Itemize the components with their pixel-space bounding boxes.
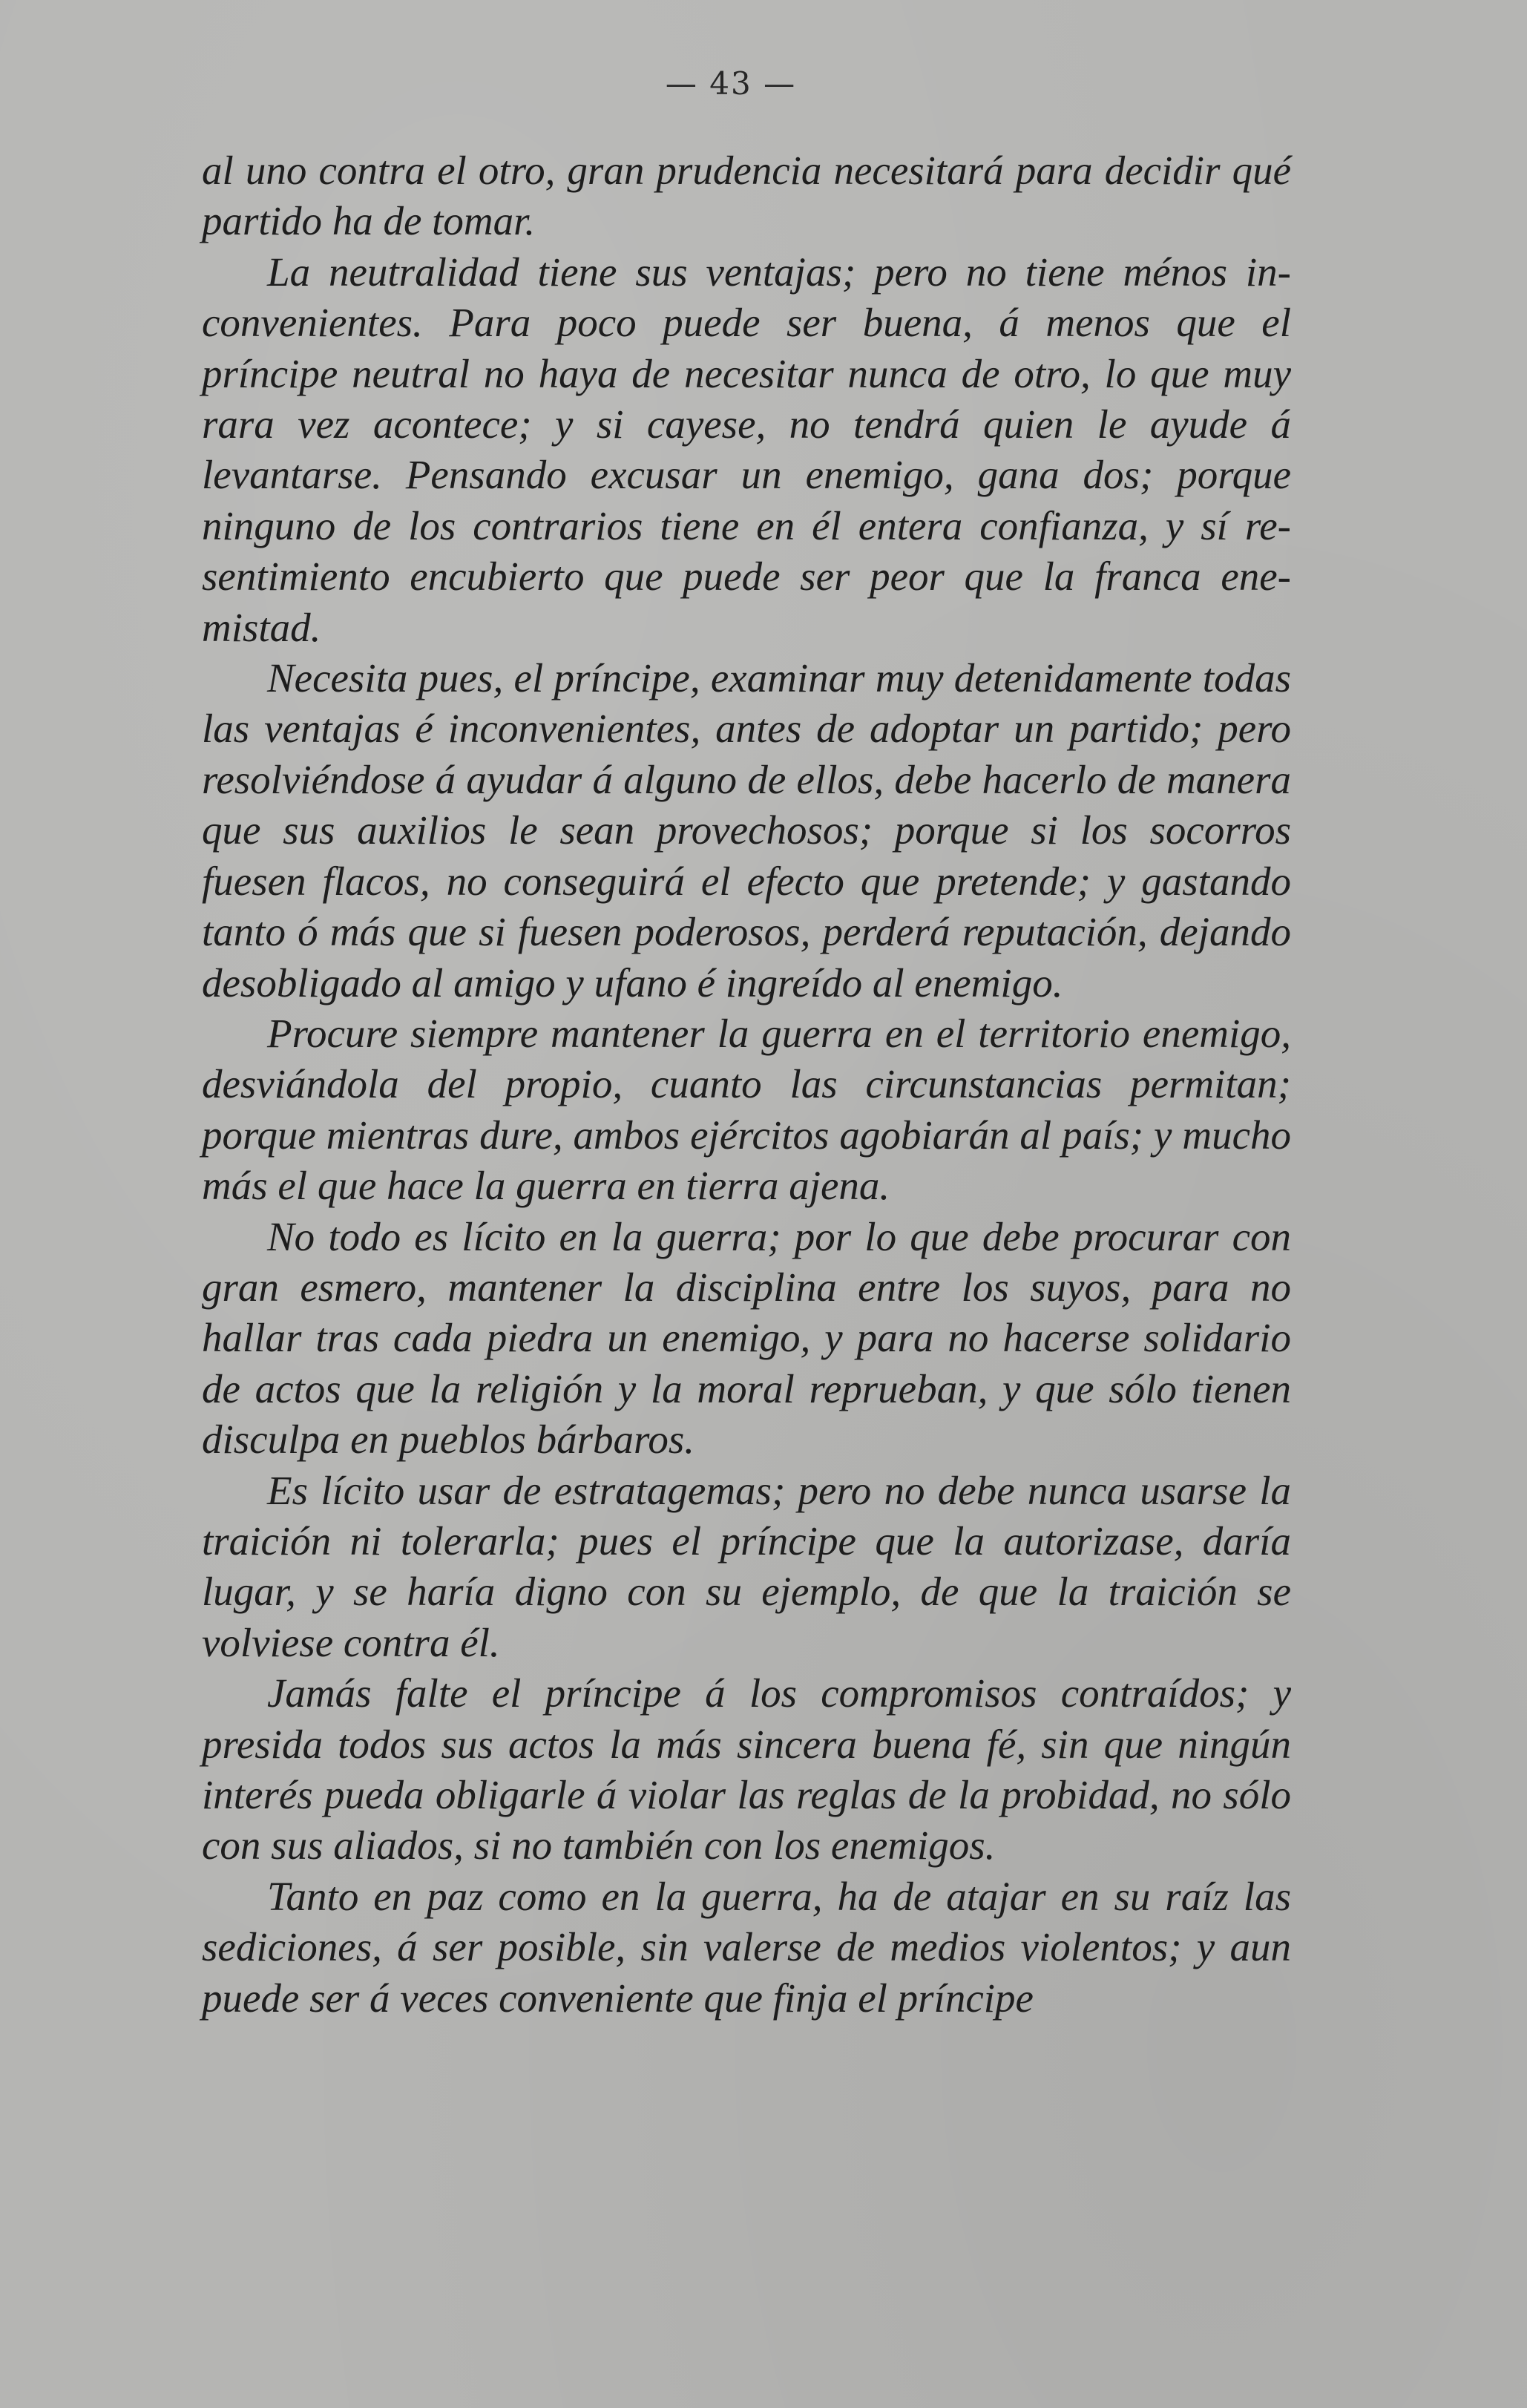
paragraph-stratagems: Es lícito usar de estratagemas; pero no debe nunca usarse la traición ni tolerarla; pues el príncipe que la autorizase, daría lugar, y se haría digno con su ejemplo, de que la traición se volviese contra él. xyxy=(202,1467,1291,1665)
paragraph-enemy-territory: Procure siempre mantener la guerra en el territorio enemigo, desviándola del propio, cuanto las circunstancias permitan; porque mientras dure, ambos ejércitos agobiarán al país; y mucho más el que hace la guerra en tierra ajena. xyxy=(202,1010,1291,1209)
page-number: — 43 — xyxy=(665,65,797,102)
paragraph-seditions: Tanto en paz como en la guerra, ha de atajar en su raíz las sediciones, á ser posible, sin valerse de medios violentos; y aun puede ser á veces conveniente que finja el príncipe xyxy=(202,1873,1291,2021)
body-text xyxy=(202,145,1291,2024)
paragraph-alliances: Necesita pues, el príncipe, examinar muy detenidamente todas las ventajas é inconvenientes, antes de adoptar un partido; pero resolviéndose á ayudar á alguno de ellos, debe hacerlo de manera que sus auxilios le sean provechosos; porque si los socorros fuesen flacos, no conseguirá el efecto que pretende; y gastando tanto ó más que si fuesen poderosos, perderá reputación, dejando desobligado al amigo y ufano é ingreído al enemigo. xyxy=(202,655,1291,1005)
paragraph-discipline: No todo es lícito en la guerra; por lo que debe procurar con gran esmero, mantener la disciplina entre los suyos, para no hallar tras cada piedra un enemigo, y para no hacerse solidario de actos que la religión y la moral reprueban, y que sólo tienen disculpa en pueblos bárbaros. xyxy=(202,1213,1291,1463)
paragraph-neutrality: La neutralidad tiene sus ventajas; pero no tiene ménos inconvenientes. Para poco puede ser buena, á menos que el príncipe neutral no haya de necesitar nunca de otro, lo que muy rara vez acontece; y si cayese, no tendrá quien le ayude á levantarse. Pensando excusar un enemigo, gana dos; porque ninguno de los contrarios tiene en él entera confianza, y sí resentimiento encubierto que puede ser peor que la franca enemistad. xyxy=(202,249,1291,650)
paragraph-good-faith: Jamás falte el príncipe á los compromisos contraídos; y presida todos sus actos la más sincera buena fé, sin que ningún interés pueda obligarle á violar las reglas de la probidad, no sólo con sus aliados, si no también con los enemigos. xyxy=(202,1670,1291,1869)
paragraph-continued: al uno contra el otro, gran prudencia necesitará para decidir qué partido ha de tomar. xyxy=(202,148,1291,244)
